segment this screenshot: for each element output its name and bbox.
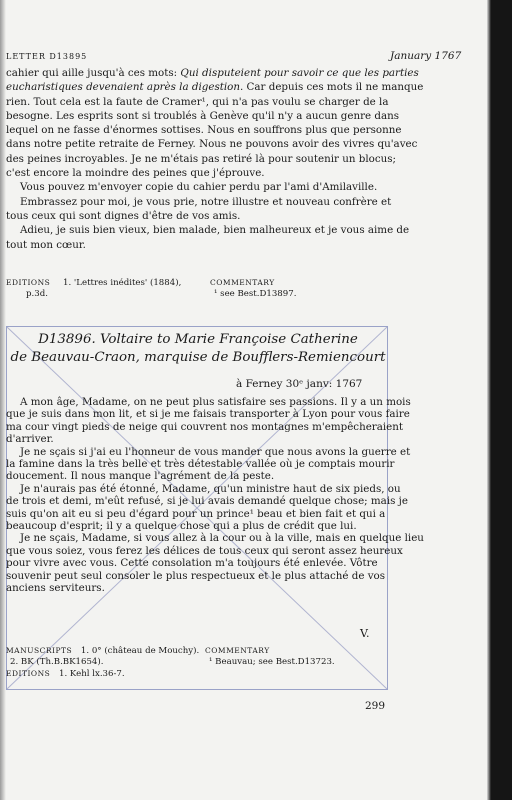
- letter-commentary-note: [205, 645, 335, 668]
- letter-line: ma cour vingt pieds de neige qui couvrent nos montagnes m'empêcheraient: [6, 420, 404, 433]
- text-run: c'est encore la moindre des peines que j'éprouve.: [6, 167, 265, 180]
- letter-commentary-1: ¹ Beauvau; see Best.D13723.: [209, 657, 335, 667]
- text-line: [6, 66, 419, 80]
- text-line: [6, 152, 396, 166]
- editions-label: EDITIONS: [6, 278, 51, 287]
- text-line: [6, 109, 400, 123]
- letter-line: Je ne sçais si j'ai eu l'honneur de vous mander que nous avons la guerre et: [20, 445, 411, 458]
- text-run: cahier qui aille jusqu'à ces mots:: [6, 67, 181, 79]
- text-run: Embrassez pour moi, je vous prie, notre illustre et nouveau confrère et: [20, 195, 392, 208]
- letter-signature: V.: [360, 627, 370, 640]
- letter-line: d'arriver.: [6, 433, 54, 446]
- letter-line: souvenir peut seul consoler le plus respectueux et le plus attaché de vos: [6, 569, 385, 582]
- text-line: [6, 166, 392, 180]
- running-header-letter-number: LETTER D13895: [6, 52, 88, 61]
- letter-editions-label: EDITIONS: [6, 669, 51, 678]
- letter-line: que je suis dans mon lit, et si je me faisais transporter à Lyon pour vous faire: [6, 408, 410, 421]
- text-run: dans notre petite retraite de Ferney. Nous ne pouvons avoir des vivres qu'avec: [6, 138, 418, 151]
- text-run: tout mon cœur.: [6, 238, 86, 251]
- upper-editions-note: [6, 277, 181, 300]
- manuscripts-label: MANUSCRIPTS: [6, 646, 73, 655]
- text-line: [6, 80, 424, 94]
- text-run: rien. Tout cela est la faute de Cramer¹, qui n'a pas voulu se charger de la: [6, 95, 389, 108]
- letter-manuscripts-note: [6, 645, 199, 680]
- upper-letter-text: [6, 66, 424, 252]
- letter-line: doucement. Il nous manque l'agrément de la peste.: [6, 470, 275, 483]
- letter-editions-1: 1. Kehl lx.36-7.: [59, 669, 125, 679]
- text-line: [6, 238, 392, 252]
- text-line: [6, 223, 410, 237]
- letter-commentary-label: COMMENTARY: [205, 646, 270, 655]
- italic-text-run: Qui disputeient pour savoir ce que les parties: [180, 67, 419, 79]
- letter-line: que vous soiez, vous ferez les délices de tous ceux qui seront assez heureux: [6, 544, 403, 557]
- letter-line: de trois et demi, m'eût refusé, si je lui avais demandé quelque chose; mais je: [6, 495, 408, 508]
- text-line: [6, 209, 392, 223]
- text-line: [6, 180, 392, 194]
- letter-line: A mon âge, Madame, on ne peut plus satisfaire ses passions. Il y a un mois: [20, 396, 411, 408]
- page-number: 299: [365, 700, 386, 712]
- letter-line: Je ne sçais, Madame, si vous allez à la cour ou à la ville, mais en quelque lieu: [20, 532, 424, 545]
- scan-edge-right: [487, 0, 512, 800]
- letter-body-text: [6, 396, 424, 595]
- text-line: [6, 123, 402, 137]
- commentary-label: COMMENTARY: [210, 278, 275, 287]
- manuscript-1: 1. 0° (château de Mouchy).: [80, 646, 200, 656]
- letter-line: beaucoup d'esprit; il y a quelque chose qui a plus de crédit que lui.: [6, 520, 357, 533]
- italic-text-run: eucharistiques devenaient après la digestion.: [6, 81, 244, 94]
- editions-text: 1. 'Lettres inédites' (1884),: [63, 278, 182, 288]
- letter-date: à Ferney 30ᵉ janv: 1767: [236, 378, 363, 390]
- editions-page: p.3d.: [26, 289, 48, 299]
- text-line: [6, 195, 392, 209]
- text-run: des peines incroyables. Je ne m'étais pas retiré là pour soutenir un blocus;: [6, 152, 396, 165]
- letter-line: Je n'aurais pas été étonné, Madame, qu'un ministre haut de six pieds, ou: [20, 482, 401, 495]
- text-run: lequel on ne fasse d'énormes sottises. Nous en souffrons plus que personne: [6, 124, 402, 137]
- letter-line: la famine dans la très belle et très détestable vallée où je comptais mourir: [6, 458, 395, 471]
- manuscript-2: 2. BK (Th.B.BK1654).: [10, 657, 104, 667]
- upper-commentary-note: [210, 277, 296, 300]
- text-run: besogne. Les esprits sont si troublés à Genève qu'il n'y a aucun genre dans: [6, 109, 400, 122]
- letter-heading-line-2: de Beauvau-Craon, marquise de Boufflers-Remiencourt: [10, 350, 386, 365]
- text-run: Adieu, je suis bien vieux, bien malade, bien malheureux et je vous aime de: [20, 224, 410, 237]
- commentary-text: ¹ see Best.D13897.: [214, 289, 297, 299]
- letter-heading: [10, 331, 386, 367]
- text-run: Vous pouvez m'envoyer copie du cahier perdu par l'ami d'Amilaville.: [20, 181, 378, 194]
- text-line: [6, 95, 392, 109]
- letter-line: pour vivre avec vous. Cette consolation m'a toujours été enlevée. Vôtre: [6, 557, 378, 570]
- letter-heading-line-1: D13896. Voltaire to Marie Françoise Catherine: [38, 332, 358, 347]
- letter-line: anciens serviteurs.: [6, 582, 105, 595]
- text-run: tous ceux qui sont dignes d'être de vos amis.: [6, 209, 241, 222]
- letter-line: suis qu'on ait eu si peu d'égard pour un prince¹ beau et bien fait et qui a: [6, 507, 386, 520]
- text-run: Car depuis ces mots il ne manque: [243, 81, 424, 94]
- running-header-date: January 1767: [390, 50, 462, 62]
- text-line: [6, 137, 418, 151]
